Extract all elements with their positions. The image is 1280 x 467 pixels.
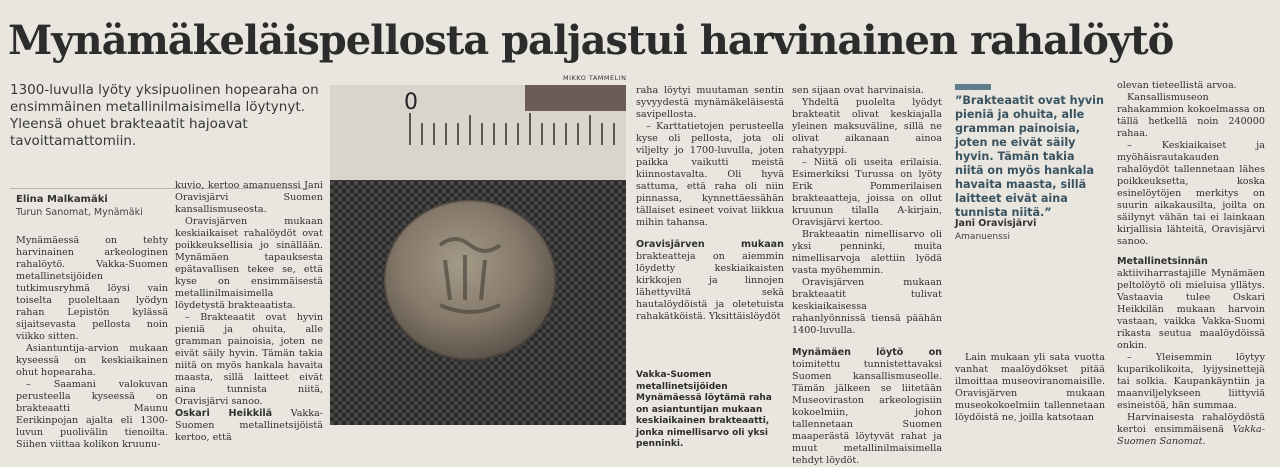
paragraph: raha löytyi muutaman sentin syvyydestä mynämäkeläisestä savipellosta.	[636, 85, 784, 120]
paragraph	[175, 408, 323, 444]
ruler-label: 0	[404, 90, 418, 115]
body-column-2	[175, 180, 323, 443]
paragraph: – Keskiaikaiset ja myöhäisrautakauden rahalöydöt tallennetaan lähes poikkeuksetta, koska esinelöytöjen merkitys on suurin aikakausilta, joilta on säilynyt vähän tai ei lainkaan kirjallisia lähteitä, Oravisjärvi sanoo.	[1117, 140, 1265, 247]
quote-author: Jani Oravisjärvi	[955, 218, 1037, 229]
paragraph: sen sijaan ovat harvinaisia.	[792, 85, 924, 96]
lead-in: Metallinetsinnän	[1117, 256, 1208, 267]
paragraph: – Niitä oli useita erilaisia. Esimerkiksi Turussa on lyöty Erik Pommerilaisen brakteaatteja, joissa on ollut kruunun tilalla A-kirjain, Oravisjärvi kertoo.	[792, 157, 942, 228]
coin-photo	[330, 85, 626, 425]
body-column-3	[636, 85, 784, 335]
quote-author-role: Amanuenssi	[955, 232, 1010, 242]
coin-photo-image	[330, 85, 626, 425]
paragraph: Lain mukaan yli sata vuotta vanhat maalöydökset pitää ilmoittaa museoviranomaisille. Oravisjärven mukaan museokokoelmiin tallennetaan löydöistä ne, joilla katsotaan	[955, 352, 1105, 423]
lead-in: Oskari Heikkilä	[175, 408, 273, 419]
paragraph: kuvio, kertoo amanuenssi Jani Oravisjärvi Suomen kansallismuseosta.	[175, 180, 323, 215]
paragraph	[1117, 412, 1265, 448]
byline-author: Elina Malkamäki	[16, 194, 108, 205]
paragraph: – Karttatietojen perusteella kyse oli pellosta, jota oli viljelty jo 1700-luvulla, joten paikka vaikutti meistä kiinnostavalta. Oli hyvä sattuma, että raha oli niin pinnassa, kynnettäessähän tällaiset esineet voivat liikkua mihin tahansa.	[636, 121, 784, 228]
paragraph: – Brakteaatit ovat hyvin pieniä ja ohuita, alle gramman painoisia, joten ne eivät säily hyvin. Tämän takia niitä on myös hankala havaita maasta, sillä laitteet eivät aina tunnista niitä, Oravisjärvi sanoo.	[175, 312, 323, 407]
paragraph: – Yleisemmin löytyy kuparikolikoita, lyijysinettejä tai solkia. Kaupankäyntiin ja maanviljelykseen liittyviä esineistöä, hän summaa.	[1117, 352, 1265, 411]
paragraph: Brakteaatin nimellisarvo oli yksi penninki, muita nimellisarvoja alettiin lyödä vasta myöhemmin.	[792, 229, 942, 276]
paragraph	[792, 347, 942, 467]
text: toimitettu tunnistettavaksi Suomen kansallismuseolle. Tämän jälkeen se liitetään Museoviraston arkeologisiin kokoelmiin, johon tallennetaan Suomen maaperästä löytyvät rahat ja muut metallinilmaisimella tehdyt löydöt.	[792, 359, 942, 466]
lead-in: Oravisjärven mukaan	[636, 239, 784, 250]
text: brakteatteja on aiemmin löydetty keskiaikaisten kirkkojen ja linnojen lähettyviltä sekä hautalöydöistä ja oletetuista rahakätköistä. Yksittäislöydöt	[636, 251, 784, 322]
lead-paragraph: 1300-luvulla lyöty yksipuolinen hopearaha on ensimmäinen metallinilmaisimella löytynyt. Yleensä ohuet brakteaatit hajoavat tavoittamattomiin.	[10, 82, 319, 149]
paragraph: Asiantuntija-arvion mukaan kyseessä on keskiaikainen ohut hopearaha.	[16, 343, 168, 378]
paragraph: Yhdeltä puolelta lyödyt brakteatit olivat keskiajalla yleinen maksuväline, sillä ne olivat aikanaan ainoa rahatyyppi.	[792, 97, 942, 156]
body-column-6	[1117, 80, 1265, 447]
pull-quote: ”Brakteaatit ovat hyvin pieniä ja ohuita, alle gramman painoisia, joten ne eivät säily hyvin. Tämän takia niitä on myös hankala havaita maasta, sillä laitteet eivät aina tunnista niitä.”	[955, 94, 1104, 219]
text: Vakka-Suomen metallinetsijöistä kertoo, että	[175, 408, 323, 443]
body-column-4	[792, 85, 942, 466]
body-column-1	[16, 235, 168, 450]
text: aktiiviharrastajille Mynämäen peltolöytö oli mieluisa yllätys. Vastaavia tulee Oskari Heikkilän mukaan harvoin vastaan, vaikka Vakka-Suomi rikasta seutua maalöydöissä onkin.	[1117, 268, 1265, 351]
paragraph: – Saamani valokuvan perusteella kyseessä on brakteaatti Maunu Eerikinpojan ajalta eli 1300-luvun puolivälin tienoilta. Siihen viittaa kolikon kruunu-	[16, 379, 168, 450]
paragraph	[636, 239, 784, 323]
paragraph: Kansallismuseon rahakammion kokoelmassa on tällä hetkellä noin 240000 rahaa.	[1117, 92, 1265, 139]
body-column-5	[955, 352, 1105, 432]
paragraph: Mynämäessä on tehty harvinainen arkeologinen rahalöytö. Vakka-Suomen metallinetsijöiden tutkimusryhmä löysi vain toiselta puoleltaan lyödyn rahan Lepistön kylässä sijaitsevasta pellosta noin viikko sitten.	[16, 235, 168, 342]
photo-caption: Vakka-Suomen metallinetsijöiden Mynämäessä löytämä raha on asiantuntijan mukaan keskiaikainen brakteaatti, jonka nimellisarvo oli yksi penninki.	[636, 370, 772, 449]
newspaper-name: Vakka-Suomen Sanomat.	[1117, 424, 1265, 447]
paragraph	[1117, 256, 1265, 352]
headline: Mynämäkeläispellosta paljastui harvinainen rahalöytö	[8, 17, 1174, 64]
byline-organization: Turun Sanomat, Mynämäki	[16, 207, 143, 218]
photo-credit: MIKKO TAMMELIN	[563, 74, 627, 82]
lead-in: Mynämäen löytö on	[792, 347, 942, 358]
paragraph: Oravisjärven mukaan brakteaatit tulivat keskiaikaisessa rahanlyönnissä tiensä päähän 1400-luvulla.	[792, 277, 942, 336]
paragraph: Oravisjärven mukaan keskiaikaiset rahalöydöt ovat poikkeuksellisia jo sinällään. Mynämäen tapauksesta epätavallisen tekee se, että kyse on ensimmäisestä metallinilmaisimella löydetystä brakteaatista.	[175, 216, 323, 311]
text: Harvinaisesta rahalöydöstä kertoi ensimmäisenä	[1117, 412, 1265, 435]
paragraph: olevan tieteellistä arvoa.	[1117, 80, 1237, 91]
quote-accent-bar	[955, 84, 991, 90]
